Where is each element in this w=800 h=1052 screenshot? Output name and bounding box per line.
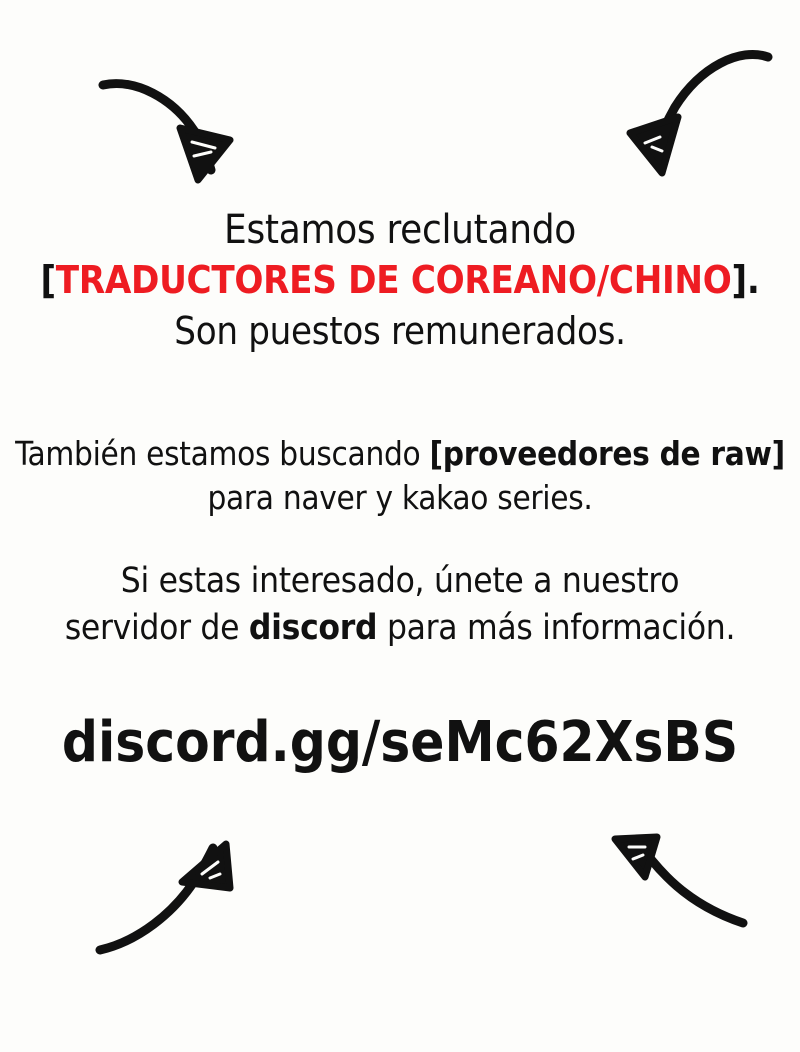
- bracket-close: ].: [731, 258, 760, 302]
- secondary-line-2: para naver y kakao series.: [207, 478, 593, 517]
- discord-link-block: [0, 708, 800, 778]
- arrow-up-right-icon: [90, 830, 255, 960]
- arrow-down-right-icon: [95, 70, 255, 200]
- headline-line-2: [0, 255, 800, 305]
- headline-line-3: Son puestos remunerados.: [174, 309, 626, 353]
- secondary-strong: [proveedores de raw]: [429, 434, 785, 473]
- secondary-line-1: [0, 432, 800, 476]
- arrow-down-left-icon: [600, 45, 775, 200]
- cta-line-1: Si estas interesado, únete a nuestro: [120, 561, 680, 601]
- secondary-prefix: También estamos buscando: [15, 434, 430, 473]
- cta-line-2: [0, 605, 800, 652]
- cta-suffix: para más información.: [377, 608, 736, 648]
- cta-block: [0, 558, 800, 652]
- bracket-open: [: [40, 258, 56, 302]
- headline-line-1: Estamos reclutando: [224, 207, 576, 253]
- discord-invite-link[interactable]: discord.gg/seMc62XsBS: [61, 710, 739, 775]
- cta-strong: discord: [248, 608, 378, 648]
- arrow-up-left-icon: [595, 825, 750, 935]
- secondary-block: [0, 432, 800, 520]
- headline-block: [0, 205, 800, 357]
- cta-prefix: servidor de: [64, 608, 249, 648]
- headline-highlight: TRADUCTORES DE COREANO/CHINO: [55, 258, 732, 302]
